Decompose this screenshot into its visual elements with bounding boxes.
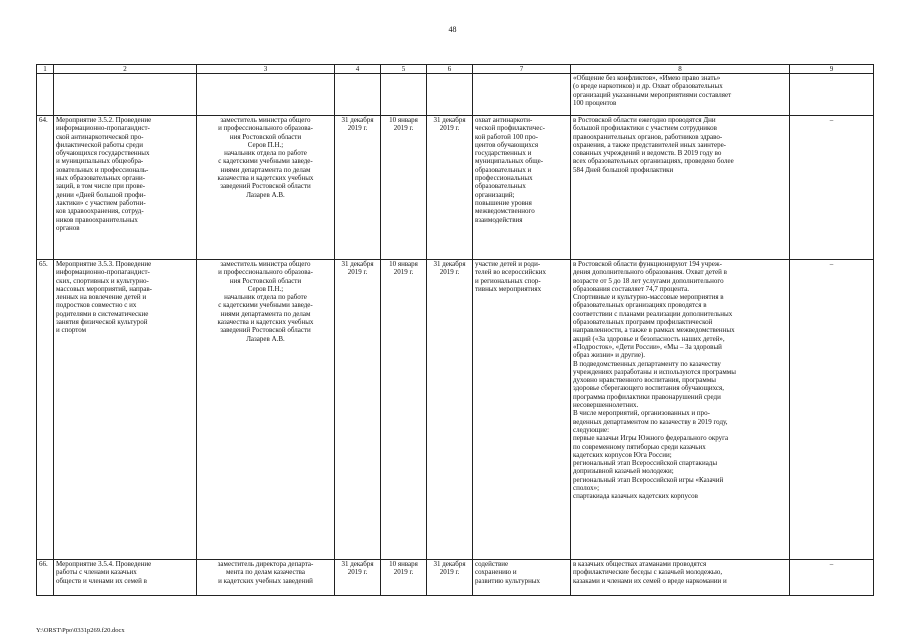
text-line: заций, в том числе при прове-	[56, 182, 146, 191]
table-cell-empty	[335, 74, 381, 116]
text-line: несовершеннолетних.	[573, 401, 639, 410]
text-line: 2019 г.	[439, 268, 460, 277]
text-line: ленных на вовлечение детей и	[56, 293, 147, 302]
text-line: 2019 г.	[439, 124, 460, 133]
text-line: образовательных	[475, 182, 526, 191]
text-line: В подведомственных департаменту по казачеству	[573, 359, 721, 368]
fact-end-date-cell	[427, 560, 473, 596]
text-line: казаками и членами их семей о вреде наркомании и	[573, 576, 727, 585]
text-line: 10 января	[389, 260, 418, 268]
column-number-header: 1	[37, 65, 54, 74]
text-line: (о вреде наркотиков) и др. Охват образовательных	[573, 82, 723, 91]
column-number-header: 7	[473, 65, 571, 74]
actual-result-cell	[571, 260, 790, 560]
continuation-row	[37, 74, 874, 116]
text-line: спартакиада казачьих кадетских корпусов	[573, 492, 698, 501]
text-line: ных образовательных органи-	[56, 174, 146, 183]
text-line: с кадетскими учебными заведе-	[218, 301, 313, 310]
text-line: ской антинаркотической про-	[56, 132, 144, 141]
activity-cell	[54, 116, 197, 260]
continuation-actual-cell	[571, 74, 790, 116]
text-line: 10 января	[389, 116, 418, 124]
text-line: организаций указанными мероприятиями составляет	[573, 90, 732, 99]
text-line: ния Ростовской области	[229, 276, 302, 285]
text-line: Лазарев А.В.	[246, 334, 285, 343]
text-line: правоохранительных органов, работников здраво-	[573, 132, 723, 141]
column-number-header: 3	[197, 65, 335, 74]
plan-end-date-cell	[381, 260, 427, 560]
text-line: организаций;	[475, 190, 515, 199]
text-line: 31 декабря	[341, 560, 374, 568]
expected-result-cell	[473, 116, 571, 260]
text-line: охранения, а также представителей иных заинтере-	[573, 140, 727, 149]
text-line: ческой профилактичес-	[475, 124, 545, 133]
text-line: информационно-пропагандист-	[56, 124, 150, 133]
text-line: соответствии с планами реализации дополнительных	[573, 309, 733, 318]
text-line: направленности, а также в рамках межведомственных	[573, 326, 735, 335]
text-line: образовательных и	[475, 165, 532, 174]
text-line: 2019 г.	[347, 124, 368, 133]
text-line: филактической работы среди	[56, 140, 143, 149]
text-line: развитию культурных	[475, 576, 541, 585]
text-line: 2019 г.	[347, 568, 368, 577]
text-line: работы с членами казачьих	[56, 568, 137, 577]
text-line: 100 процентов	[573, 98, 617, 107]
text-line: образовательных программ профилактической	[573, 318, 713, 327]
text-line: массовых мероприятий, направ-	[56, 284, 153, 293]
text-line: муниципальных обще-	[475, 157, 544, 166]
text-line: образования составляет 74,7 процента.	[573, 284, 690, 293]
text-line: государственных и	[475, 149, 532, 158]
text-line: Мероприятие 3.5.4. Проведение	[56, 560, 152, 568]
text-line: и профессионального образова-	[218, 124, 313, 133]
expected-result-cell	[473, 260, 571, 560]
text-line: региональный этап Всероссийской спартакиады	[573, 459, 718, 468]
text-line: Мероприятие 3.5.3. Проведение	[56, 260, 152, 268]
text-line: региональный этап Всероссийской игры «Казачий	[573, 475, 724, 484]
text-line: кадетских корпусов Юга России;	[573, 450, 672, 459]
text-line: духовно нравственного воспитания, программы	[573, 376, 716, 385]
text-line: 31 декабря	[341, 116, 374, 124]
text-line: участие детей и роди-	[475, 260, 541, 268]
text-line: зовательных и профессиональ-	[56, 165, 149, 174]
notes-cell: –	[790, 560, 874, 596]
text-line: повышение уровня	[475, 198, 532, 207]
page-number: 48	[448, 25, 457, 34]
text-line: охват антинаркоти-	[475, 116, 533, 124]
text-line: «Общение без конфликтов», «Имею право знать»	[573, 74, 721, 82]
plan-end-date-cell	[381, 116, 427, 260]
text-line: с кадетскими учебными заведе-	[218, 157, 313, 166]
text-line: Лазарев А.В.	[246, 190, 285, 199]
activity-cell	[54, 560, 197, 596]
text-line: заместитель министра общего	[220, 116, 311, 124]
text-line: мента по делам казачества	[225, 568, 305, 577]
table-cell-empty	[790, 74, 874, 116]
text-line: здоровье сберегающего воспитания обучающихся,	[573, 384, 724, 393]
text-line: начальник отдела по работе	[224, 293, 307, 302]
activity-cell	[54, 260, 197, 560]
text-line: образовательных организациях проводятся в	[573, 301, 707, 310]
table-cell-empty	[381, 74, 427, 116]
text-line: ния Ростовской области	[229, 132, 302, 141]
text-line: родителями в систематические	[56, 309, 149, 318]
text-line: 31 декабря	[433, 560, 466, 568]
expected-result-cell	[473, 560, 571, 596]
column-number-header: 5	[381, 65, 427, 74]
table-cell-empty	[427, 74, 473, 116]
notes-cell: –	[790, 260, 874, 560]
text-line: заместитель министра общего	[220, 260, 311, 268]
text-line: ских, спортивных и культурно-	[56, 276, 149, 285]
text-line: телей во всероссийских	[475, 268, 546, 277]
text-line: обучающихся государственных	[56, 149, 150, 158]
text-line: 31 декабря	[433, 260, 466, 268]
table-cell-empty	[37, 74, 54, 116]
column-number-header: 6	[427, 65, 473, 74]
column-number-header-row	[37, 65, 874, 74]
text-line: «Подросток», «Дети России», «Мы – За здоровый	[573, 342, 722, 351]
text-line: дения дополнительного образования. Охват детей в	[573, 268, 727, 277]
text-line: и профессионального образова-	[218, 268, 313, 277]
text-line: лактики» с участием работни-	[56, 198, 146, 207]
text-line: в казачьих обществах атаманами проводятся	[573, 560, 707, 568]
plan-start-date-cell	[335, 560, 381, 596]
text-line: казачества и кадетских учебных	[217, 174, 314, 183]
plan-start-date-cell	[335, 260, 381, 560]
text-line: профилактические беседы с казачьей молодежью,	[573, 568, 723, 577]
table-row	[37, 260, 874, 560]
row-number-cell: 65.	[37, 260, 54, 560]
text-line: в Ростовской области ежегодно проводятся Дни	[573, 116, 716, 124]
text-line: 584 Дней большой профилактики	[573, 165, 674, 174]
responsible-cell	[197, 116, 335, 260]
text-line: сохранению и	[475, 568, 517, 577]
actual-result-cell	[571, 116, 790, 260]
text-line: ниями департамента по делам	[220, 165, 311, 174]
row-number-cell: 64.	[37, 116, 54, 260]
text-line: 2019 г.	[393, 268, 414, 277]
text-line: органов	[56, 223, 80, 232]
text-line: и спортом	[56, 326, 87, 335]
text-line: заведений Ростовской области	[220, 326, 311, 335]
text-line: 2019 г.	[393, 568, 414, 577]
text-line: 2019 г.	[393, 124, 414, 133]
text-line: межведомственного	[475, 207, 535, 216]
row-number-cell: 66.	[37, 560, 54, 596]
table-row	[37, 116, 874, 260]
text-line: первые казачьи Игры Южного федерального округа	[573, 434, 729, 443]
text-line: заведений Ростовской области	[220, 182, 311, 191]
fact-end-date-cell	[427, 260, 473, 560]
column-number-header: 4	[335, 65, 381, 74]
text-line: всех образовательных организациях, проведено более	[573, 157, 734, 166]
responsible-cell	[197, 260, 335, 560]
responsible-cell	[197, 560, 335, 596]
text-line: заместитель директора департа-	[217, 560, 314, 568]
table-cell-empty	[473, 74, 571, 116]
text-line: возрасте от 5 до 18 лет услугами дополнительного	[573, 276, 724, 285]
actual-result-cell	[571, 560, 790, 596]
text-line: 2019 г.	[347, 268, 368, 277]
text-line: дении «Дней большой профи-	[56, 190, 146, 199]
plan-end-date-cell	[381, 560, 427, 596]
text-line: ниями департамента по делам	[220, 309, 311, 318]
column-number-header: 9	[790, 65, 874, 74]
text-line: кой работой 100 про-	[475, 132, 538, 141]
text-line: по современному пятиборью среди казачьих	[573, 442, 706, 451]
text-line: акций («За здоровье и безопасность наших детей»,	[573, 334, 725, 343]
table-cell-empty	[197, 74, 335, 116]
text-line: ников правоохранительных	[56, 215, 138, 224]
text-line: и муниципальных общеобра-	[56, 157, 144, 166]
text-line: Серов П.Н.;	[247, 284, 284, 293]
text-line: программа профилактики правонарушений среди	[573, 392, 721, 401]
text-line: сполох»;	[573, 484, 600, 493]
text-line: взаимодействия	[475, 215, 523, 224]
text-line: ков здравоохранения, сотруд-	[56, 207, 144, 216]
text-line: начальник отдела по работе	[224, 149, 307, 158]
text-line: и кадетских учебных заведений	[218, 576, 313, 585]
text-line: Серов П.Н.;	[247, 140, 284, 149]
report-table	[36, 64, 874, 596]
text-line: казачества и кадетских учебных	[217, 318, 314, 327]
footer-file-path: Y:\ORST\Ppo\0331p269.f20.docx	[36, 627, 125, 634]
text-line: Спортивные и культурно-массовые мероприятия в	[573, 293, 724, 302]
text-line: содействие	[475, 560, 509, 568]
text-line: учреждениях разработаны и используются программы	[573, 367, 736, 376]
table-cell-empty	[54, 74, 197, 116]
column-number-header: 8	[571, 65, 790, 74]
text-line: 31 декабря	[341, 260, 374, 268]
text-line: и региональных спор-	[475, 276, 541, 285]
table-row	[37, 560, 874, 596]
text-line: обществ и членами их семей в	[56, 576, 147, 585]
text-line: большой профилактики с участием сотрудников	[573, 124, 717, 133]
text-line: подростков совместно с их	[56, 301, 137, 310]
text-line: занятия физической культурой	[56, 318, 148, 327]
text-line: сованных учреждений и ведомств. В 2019 году во	[573, 149, 722, 158]
text-line: тивных мероприятиях	[475, 284, 542, 293]
text-line: веденных департаментом по казачеству в 2019 году,	[573, 417, 728, 426]
text-line: 10 января	[389, 560, 418, 568]
text-line: 31 декабря	[433, 116, 466, 124]
text-line: в Ростовской области функционируют 194 учреж-	[573, 260, 722, 268]
text-line: В числе мероприятий, организованных и про-	[573, 409, 710, 418]
text-line: допризывной казачьей молодежи;	[573, 467, 674, 476]
plan-start-date-cell	[335, 116, 381, 260]
text-line: информационно-пропагандист-	[56, 268, 150, 277]
text-line: Мероприятие 3.5.2. Проведение	[56, 116, 152, 124]
text-line: образ жизни» и другие).	[573, 351, 646, 360]
column-number-header: 2	[54, 65, 197, 74]
notes-cell: –	[790, 116, 874, 260]
text-line: профессиональных	[475, 174, 533, 183]
fact-end-date-cell	[427, 116, 473, 260]
text-line: 2019 г.	[439, 568, 460, 577]
text-line: следующие:	[573, 425, 610, 434]
text-line: центов обучающихся	[475, 140, 539, 149]
